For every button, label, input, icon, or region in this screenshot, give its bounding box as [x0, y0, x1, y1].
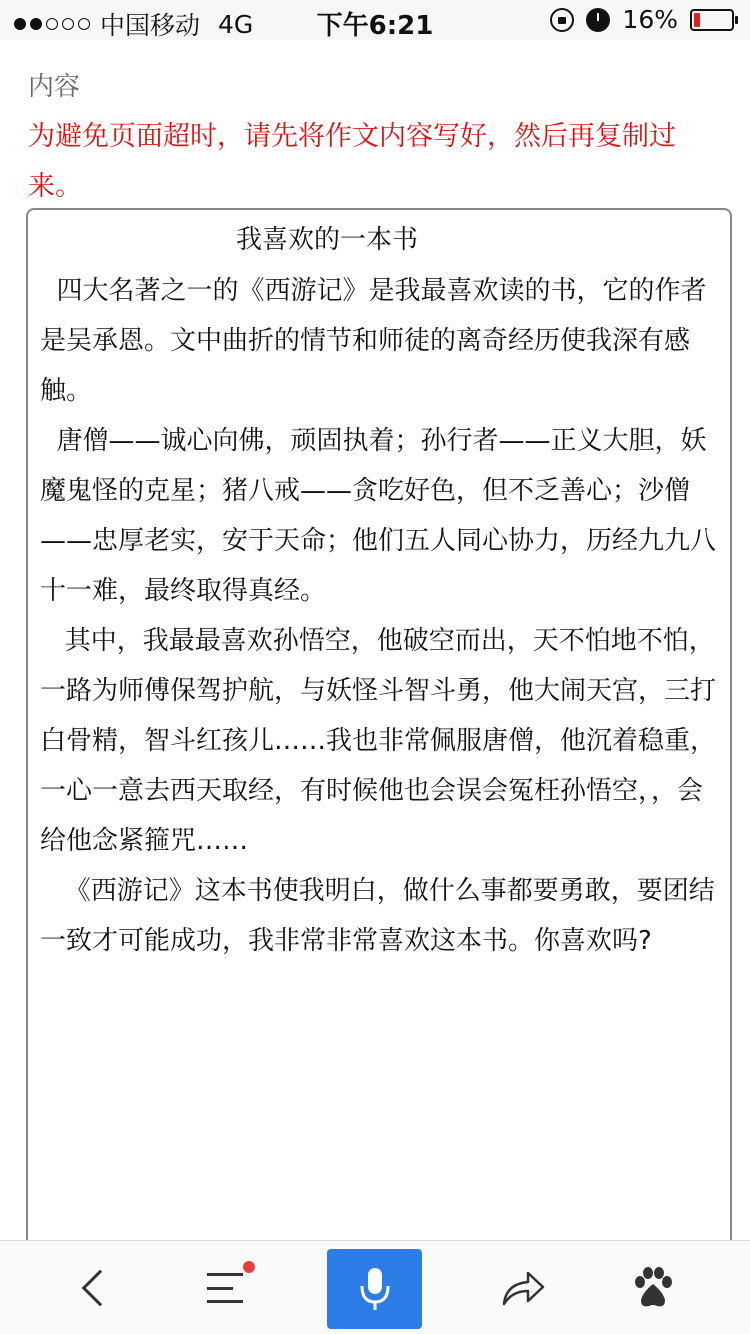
- timeout-notice: 为避免页面超时，请先将作文内容写好，然后再复制过来。: [28, 121, 676, 202]
- baidu-paw-icon: [631, 1266, 675, 1310]
- essay-paragraph: 四大名著之一的《西游记》是我最喜欢读的书，它的作者是吴承恩。文中曲折的情节和师徒的离奇经历使我深有感触。: [40, 276, 707, 406]
- status-time: 下午6:21: [316, 11, 434, 41]
- battery-icon: [690, 9, 734, 31]
- essay-paragraph: 其中，我最最喜欢孙悟空，他破空而出，天不怕地不怕，一路为师傅保驾护航，与妖怪斗智斗勇，他大闹天宫，三打白骨精，智斗红孩儿……我也非常佩服唐僧，他沉着稳重，一心一意去西天取经，有时候他也会误会冤枉孙悟空，，会给他念紧箍咒……: [40, 626, 717, 856]
- notification-dot: [243, 1261, 255, 1273]
- bottom-toolbar: [0, 1240, 750, 1334]
- content-label: 内容: [28, 72, 81, 102]
- share-icon: [500, 1268, 546, 1308]
- essay-body: [40, 266, 716, 966]
- back-button[interactable]: [50, 1241, 140, 1334]
- rotation-lock-icon: [550, 8, 574, 32]
- baidu-home-button[interactable]: [608, 1241, 698, 1334]
- essay-textarea[interactable]: [26, 208, 732, 1268]
- menu-button[interactable]: [180, 1241, 270, 1334]
- status-right: [550, 5, 734, 34]
- microphone-icon: [355, 1264, 395, 1314]
- battery-fill: [694, 13, 700, 27]
- menu-icon: [207, 1273, 243, 1303]
- essay-paragraph: 唐僧——诚心向佛，顽固执着；孙行者——正义大胆，妖魔鬼怪的克星；猪八戒——贪吃好色，但不乏善心；沙僧——忠厚老实，安于天命；他们五人同心协力，历经九九八十一难，最终取得真经。: [40, 426, 717, 606]
- carrier-name: 中国移动: [100, 11, 201, 40]
- battery-percent: 16%: [622, 5, 678, 34]
- share-button[interactable]: [478, 1241, 568, 1334]
- network-type: 4G: [218, 9, 254, 39]
- voice-input-button[interactable]: [327, 1249, 422, 1329]
- essay-title: 我喜欢的一本书: [236, 225, 419, 255]
- chevron-left-icon: [82, 1270, 119, 1307]
- status-bar: [0, 0, 750, 40]
- alarm-icon: [586, 8, 610, 32]
- essay-paragraph: 《西游记》这本书使我明白，做什么事都要勇敢，要团结一致才可能成功，我非常非常喜欢这本书。你喜欢吗?: [40, 876, 715, 956]
